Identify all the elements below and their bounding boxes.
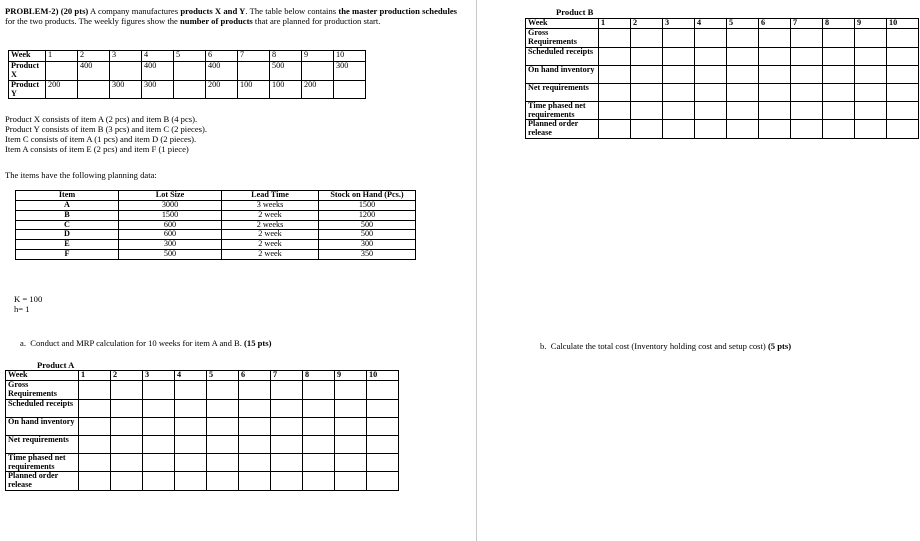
mrp-a-cell[interactable]	[143, 399, 175, 417]
items-cell: B	[16, 210, 119, 220]
master-cell	[110, 62, 142, 81]
table-row	[16, 200, 416, 210]
mrp-a-week-4: 4	[175, 371, 207, 381]
intro-text-3: for the two products. The weekly figures show the	[5, 16, 181, 27]
mrp-a-cell[interactable]	[335, 381, 367, 400]
items-header-lot: Lot Size	[119, 191, 222, 201]
mrp-a-week-10: 10	[367, 371, 399, 381]
mrp-a-cell[interactable]	[367, 453, 399, 472]
mrp-b-cell[interactable]	[823, 47, 855, 65]
mrp-b-cell[interactable]	[759, 83, 791, 101]
mrp-a-cell[interactable]	[239, 472, 271, 491]
mrp-b-cell[interactable]	[631, 120, 663, 139]
mrp-b-cell[interactable]	[663, 83, 695, 101]
mrp-a-cell[interactable]	[79, 472, 111, 491]
table-row	[526, 47, 919, 65]
mrp-b-cell[interactable]	[695, 101, 727, 120]
mrp-a-cell[interactable]	[239, 417, 271, 435]
mrp-b-cell[interactable]	[727, 65, 759, 83]
intro-bold-number: number of products	[180, 16, 253, 27]
mrp-a-cell[interactable]	[367, 417, 399, 435]
items-cell: 600	[119, 230, 222, 240]
mrp-a-cell[interactable]	[175, 399, 207, 417]
mrp-a-cell[interactable]	[239, 399, 271, 417]
mrp-b-cell[interactable]	[791, 83, 823, 101]
table-row	[16, 240, 416, 250]
mrp-a-cell[interactable]	[239, 381, 271, 400]
mrp-a-week-5: 5	[207, 371, 239, 381]
items-cell: E	[16, 240, 119, 250]
master-week-8: 8	[270, 51, 302, 62]
mrp-a-cell[interactable]	[367, 472, 399, 491]
mrp-b-cell[interactable]	[695, 65, 727, 83]
table-row	[16, 220, 416, 230]
mrp-a-cell[interactable]	[111, 435, 143, 453]
table-row	[6, 399, 399, 417]
mrp-a-cell[interactable]	[335, 399, 367, 417]
composition-text	[5, 114, 207, 155]
mrp-b-cell[interactable]	[631, 65, 663, 83]
mrp-b-cell[interactable]	[887, 120, 919, 139]
mrp-a-cell[interactable]	[335, 472, 367, 491]
mrp-a-row-label: Gross Requirements	[6, 381, 79, 400]
table-row	[16, 210, 416, 220]
master-cell: 500	[270, 62, 302, 81]
mrp-b-row-label: Time phased net requirements	[526, 101, 599, 120]
master-week-4: 4	[142, 51, 174, 62]
mrp-b-row-label: Planned order release	[526, 120, 599, 139]
mrp-b-week-3: 3	[663, 19, 695, 29]
mrp-a-cell[interactable]	[111, 472, 143, 491]
mrp-a-cell[interactable]	[79, 381, 111, 400]
mrp-a-cell[interactable]	[111, 381, 143, 400]
items-cell: 1500	[319, 200, 416, 210]
mrp-a-week-1: 1	[79, 371, 111, 381]
items-cell: 300	[119, 240, 222, 250]
mrp-a-cell[interactable]	[367, 399, 399, 417]
mrp-a-cell[interactable]	[335, 417, 367, 435]
mrp-b-cell[interactable]	[631, 101, 663, 120]
items-cell: 1500	[119, 210, 222, 220]
items-cell: 3000	[119, 200, 222, 210]
mrp-b-cell[interactable]	[663, 47, 695, 65]
mrp-b-cell[interactable]	[663, 65, 695, 83]
mrp-b-cell[interactable]	[887, 47, 919, 65]
mrp-b-week-8: 8	[823, 19, 855, 29]
mrp-a-cell[interactable]	[207, 472, 239, 491]
mrp-a-cell[interactable]	[239, 435, 271, 453]
mrp-a-cell[interactable]	[143, 381, 175, 400]
mrp-b-row-label: Gross Requirements	[526, 29, 599, 48]
product-a-title: Product A	[37, 360, 75, 370]
master-week-7: 7	[238, 51, 270, 62]
mrp-a-cell[interactable]	[79, 417, 111, 435]
mrp-b-week-10: 10	[887, 19, 919, 29]
mrp-b-cell[interactable]	[855, 65, 887, 83]
question-a	[20, 338, 272, 348]
composition-line: Product Y consists of item B (3 pcs) and item C (2 pieces).	[5, 124, 207, 135]
mrp-a-cell[interactable]	[271, 417, 303, 435]
mrp-a-cell[interactable]	[79, 399, 111, 417]
mrp-b-cell[interactable]	[663, 101, 695, 120]
table-row	[526, 83, 919, 101]
mrp-b-week-1: 1	[599, 19, 631, 29]
items-cell: 600	[119, 220, 222, 230]
mrp-a-week-6: 6	[239, 371, 271, 381]
mrp-table-a	[5, 370, 399, 491]
page-divider	[476, 0, 477, 541]
master-cell	[238, 62, 270, 81]
master-cell: 300	[110, 80, 142, 99]
mrp-table-b	[525, 18, 919, 139]
mrp-b-cell[interactable]	[855, 83, 887, 101]
question-b-text: Calculate the total cost (Inventory holding cost and setup cost)	[550, 341, 768, 351]
master-week-2: 2	[78, 51, 110, 62]
mrp-b-cell[interactable]	[823, 101, 855, 120]
mrp-a-cell[interactable]	[271, 435, 303, 453]
mrp-b-cell[interactable]	[855, 101, 887, 120]
mrp-b-cell[interactable]	[695, 47, 727, 65]
master-cell: 400	[142, 62, 174, 81]
mrp-b-cell[interactable]	[759, 47, 791, 65]
question-b	[540, 341, 791, 351]
master-cell: 100	[270, 80, 302, 99]
mrp-a-week-header: Week	[6, 371, 79, 381]
question-b-prefix: b.	[540, 341, 547, 351]
mrp-a-cell[interactable]	[111, 417, 143, 435]
mrp-a-cell[interactable]	[303, 399, 335, 417]
intro-text-4: that are planned for production start.	[252, 16, 381, 27]
items-cell: A	[16, 200, 119, 210]
mrp-a-cell[interactable]	[271, 453, 303, 472]
mrp-b-cell[interactable]	[727, 120, 759, 139]
mrp-b-cell[interactable]	[759, 65, 791, 83]
master-week-1: 1	[46, 51, 78, 62]
items-cell: 2 week	[222, 250, 319, 260]
mrp-b-cell[interactable]	[887, 29, 919, 48]
items-header-item: Item	[16, 191, 119, 201]
items-header-lead: Lead Time	[222, 191, 319, 201]
question-a-text: Conduct and MRP calculation for 10 weeks for item A and B.	[30, 338, 245, 348]
mrp-a-week-2: 2	[111, 371, 143, 381]
mrp-a-cell[interactable]	[239, 453, 271, 472]
setup-cost: K = 100	[14, 294, 43, 304]
mrp-b-row-label: Scheduled receipts	[526, 47, 599, 65]
mrp-b-week-header: Week	[526, 19, 599, 29]
mrp-b-cell[interactable]	[599, 47, 631, 65]
mrp-a-week-8: 8	[303, 371, 335, 381]
table-row	[6, 453, 399, 472]
master-week-5: 5	[174, 51, 206, 62]
mrp-a-cell[interactable]	[143, 453, 175, 472]
mrp-b-cell[interactable]	[791, 29, 823, 48]
mrp-b-cell[interactable]	[791, 65, 823, 83]
table-row	[526, 65, 919, 83]
mrp-a-cell[interactable]	[175, 381, 207, 400]
question-b-points: (5 pts)	[767, 341, 792, 351]
mrp-b-cell[interactable]	[599, 120, 631, 139]
mrp-b-cell[interactable]	[727, 47, 759, 65]
mrp-b-cell[interactable]	[791, 101, 823, 120]
mrp-a-row-label: Planned order release	[6, 472, 79, 491]
mrp-a-cell[interactable]	[367, 381, 399, 400]
items-cell: 2 weeks	[222, 220, 319, 230]
table-row	[16, 230, 416, 240]
master-cell	[174, 62, 206, 81]
master-cell: 200	[302, 80, 334, 99]
items-cell: 500	[119, 250, 222, 260]
items-cell: D	[16, 230, 119, 240]
items-cell: F	[16, 250, 119, 260]
items-cell: 3 weeks	[222, 200, 319, 210]
table-row	[6, 381, 399, 400]
mrp-a-cell[interactable]	[303, 435, 335, 453]
master-week-3: 3	[110, 51, 142, 62]
mrp-b-cell[interactable]	[599, 83, 631, 101]
composition-line: Item A consists of item E (2 pcs) and item F (1 piece)	[5, 144, 189, 155]
mrp-a-cell[interactable]	[79, 453, 111, 472]
problem-intro	[5, 6, 467, 26]
mrp-a-cell[interactable]	[207, 417, 239, 435]
mrp-b-cell[interactable]	[727, 101, 759, 120]
mrp-b-cell[interactable]	[663, 120, 695, 139]
mrp-b-cell[interactable]	[791, 120, 823, 139]
master-cell	[334, 80, 366, 99]
mrp-b-cell[interactable]	[855, 120, 887, 139]
mrp-b-cell[interactable]	[663, 29, 695, 48]
mrp-b-cell[interactable]	[631, 47, 663, 65]
holding-cost: h= 1	[14, 304, 30, 315]
mrp-b-row-label: On hand inventory	[526, 65, 599, 83]
mrp-a-row-label: Time phased net requirements	[6, 453, 79, 472]
items-table	[15, 190, 416, 260]
mrp-a-week-9: 9	[335, 371, 367, 381]
items-cell: 2 week	[222, 230, 319, 240]
master-week-10: 10	[334, 51, 366, 62]
mrp-a-cell[interactable]	[271, 381, 303, 400]
mrp-b-week-5: 5	[727, 19, 759, 29]
mrp-b-cell[interactable]	[695, 29, 727, 48]
mrp-a-row-label: Net requirements	[6, 435, 79, 453]
mrp-b-cell[interactable]	[887, 65, 919, 83]
master-cell: 300	[142, 80, 174, 99]
table-row	[526, 101, 919, 120]
master-row-label-x: Product X	[9, 62, 46, 81]
mrp-a-week-7: 7	[271, 371, 303, 381]
question-a-prefix: a.	[20, 338, 26, 348]
table-row	[6, 435, 399, 453]
items-cell: 500	[319, 220, 416, 230]
master-cell: 400	[206, 62, 238, 81]
items-cell: 500	[319, 230, 416, 240]
mrp-b-row-label: Net requirements	[526, 83, 599, 101]
items-cell: C	[16, 220, 119, 230]
mrp-b-cell[interactable]	[759, 29, 791, 48]
mrp-b-week-4: 4	[695, 19, 727, 29]
intro-bold-products: products X and Y	[180, 6, 246, 16]
intro-bold-mps: the master production schedules	[338, 6, 457, 16]
constants	[14, 294, 42, 314]
items-cell: 2 week	[222, 240, 319, 250]
items-cell: 350	[319, 250, 416, 260]
mrp-b-cell[interactable]	[855, 47, 887, 65]
intro-paragraph	[5, 6, 457, 26]
mrp-a-cell[interactable]	[207, 453, 239, 472]
master-cell	[302, 62, 334, 81]
mrp-a-cell[interactable]	[175, 435, 207, 453]
mrp-b-cell[interactable]	[727, 29, 759, 48]
mrp-a-cell[interactable]	[335, 453, 367, 472]
items-cell: 300	[319, 240, 416, 250]
table-row	[6, 472, 399, 491]
composition-line: Item C consists of item A (1 pcs) and item D (2 pieces).	[5, 134, 197, 145]
table-row	[16, 250, 416, 260]
mrp-b-week-2: 2	[631, 19, 663, 29]
master-week-6: 6	[206, 51, 238, 62]
mrp-b-cell[interactable]	[695, 83, 727, 101]
master-cell	[46, 62, 78, 81]
items-cell: 1200	[319, 210, 416, 220]
intro-text-2: . The table below contains	[245, 6, 339, 16]
master-cell: 200	[46, 80, 78, 99]
mrp-a-cell[interactable]	[271, 399, 303, 417]
mrp-b-cell[interactable]	[791, 47, 823, 65]
table-row	[6, 417, 399, 435]
mrp-b-cell[interactable]	[887, 83, 919, 101]
mrp-a-week-3: 3	[143, 371, 175, 381]
mrp-b-cell[interactable]	[823, 83, 855, 101]
mrp-b-cell[interactable]	[759, 101, 791, 120]
mrp-a-cell[interactable]	[143, 435, 175, 453]
master-schedule-table	[8, 50, 366, 99]
planning-title: The items have the following planning data:	[5, 170, 157, 180]
mrp-b-week-6: 6	[759, 19, 791, 29]
mrp-a-row-label: Scheduled receipts	[6, 399, 79, 417]
mrp-b-week-7: 7	[791, 19, 823, 29]
mrp-b-cell[interactable]	[759, 120, 791, 139]
master-cell	[78, 80, 110, 99]
master-row-label-y: Product Y	[9, 80, 46, 99]
master-week-9: 9	[302, 51, 334, 62]
master-cell: 400	[78, 62, 110, 81]
mrp-a-cell[interactable]	[207, 435, 239, 453]
master-cell	[174, 80, 206, 99]
mrp-b-cell[interactable]	[599, 65, 631, 83]
mrp-a-cell[interactable]	[111, 453, 143, 472]
mrp-b-cell[interactable]	[727, 83, 759, 101]
master-week-header: Week	[9, 51, 46, 62]
mrp-b-cell[interactable]	[823, 120, 855, 139]
mrp-a-cell[interactable]	[143, 472, 175, 491]
mrp-a-cell[interactable]	[303, 417, 335, 435]
mrp-a-cell[interactable]	[175, 417, 207, 435]
question-a-points: (15 pts)	[244, 338, 272, 348]
problem-number: PROBLEM-2) (20 pts)	[5, 6, 89, 16]
mrp-b-cell[interactable]	[599, 29, 631, 48]
mrp-b-cell[interactable]	[823, 29, 855, 48]
master-cell: 100	[238, 80, 270, 99]
mrp-a-cell[interactable]	[175, 472, 207, 491]
items-header-stock: Stock on Hand (Pcs.)	[319, 191, 416, 201]
mrp-a-cell[interactable]	[111, 399, 143, 417]
mrp-b-cell[interactable]	[695, 120, 727, 139]
product-b-title: Product B	[556, 7, 594, 17]
mrp-b-cell[interactable]	[599, 101, 631, 120]
mrp-a-cell[interactable]	[143, 417, 175, 435]
items-cell: 2 week	[222, 210, 319, 220]
mrp-b-cell[interactable]	[823, 65, 855, 83]
mrp-a-cell[interactable]	[303, 381, 335, 400]
mrp-a-cell[interactable]	[175, 453, 207, 472]
master-cell: 300	[334, 62, 366, 81]
mrp-a-cell[interactable]	[207, 399, 239, 417]
mrp-a-row-label: On hand inventory	[6, 417, 79, 435]
mrp-a-cell[interactable]	[335, 435, 367, 453]
table-row	[526, 29, 919, 48]
mrp-b-cell[interactable]	[631, 29, 663, 48]
mrp-b-cell[interactable]	[631, 83, 663, 101]
intro-text-1: A company manufactures	[88, 6, 181, 16]
mrp-a-cell[interactable]	[367, 435, 399, 453]
mrp-a-cell[interactable]	[303, 472, 335, 491]
table-row	[526, 120, 919, 139]
mrp-b-cell[interactable]	[887, 101, 919, 120]
mrp-b-cell[interactable]	[855, 29, 887, 48]
master-cell: 200	[206, 80, 238, 99]
mrp-a-cell[interactable]	[79, 435, 111, 453]
mrp-a-cell[interactable]	[303, 453, 335, 472]
mrp-a-cell[interactable]	[207, 381, 239, 400]
mrp-a-cell[interactable]	[271, 472, 303, 491]
mrp-b-week-9: 9	[855, 19, 887, 29]
composition-line: Product X consists of item A (2 pcs) and item B (4 pcs).	[5, 114, 198, 124]
